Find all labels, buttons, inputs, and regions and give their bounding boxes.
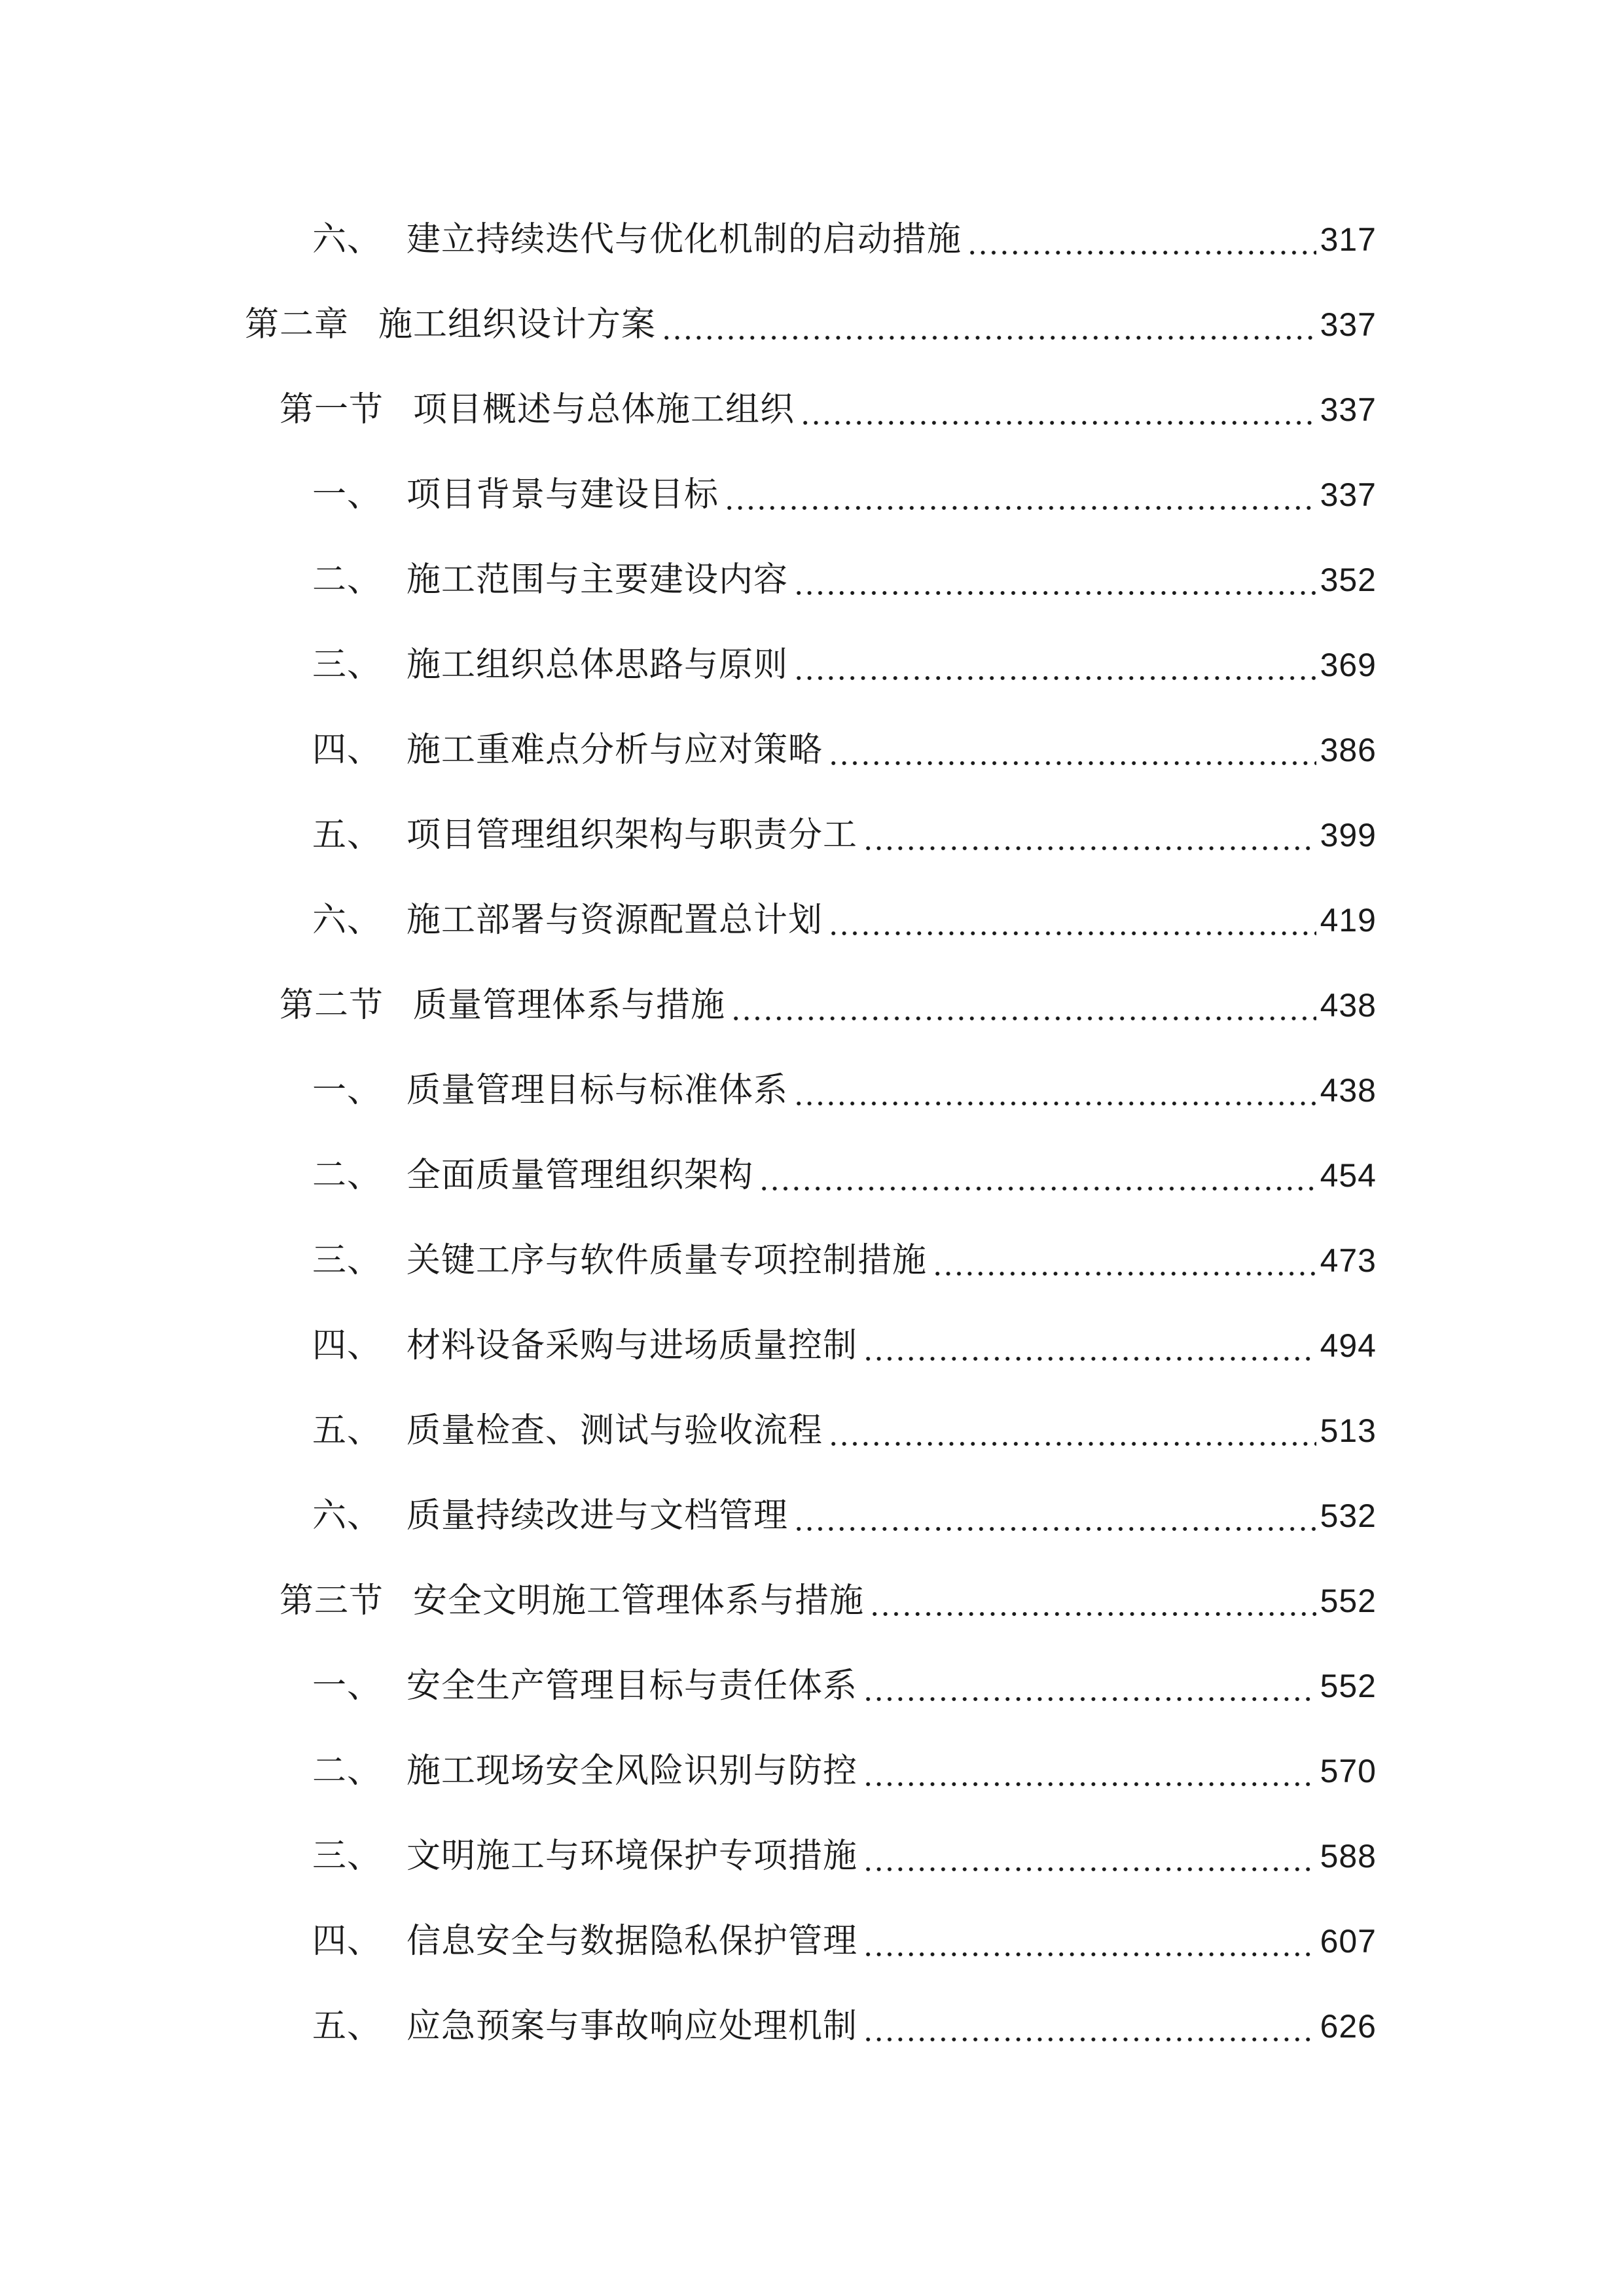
dot-leader	[800, 384, 1316, 436]
toc-entry[interactable]	[312, 213, 1377, 266]
dot-leader	[793, 1490, 1316, 1542]
dot-leader	[731, 979, 1316, 1031]
toc-entry-page: 337	[1320, 476, 1377, 513]
toc-entry-page: 399	[1320, 817, 1377, 853]
dot-leader	[863, 1915, 1316, 1967]
toc-section-entry[interactable]	[280, 384, 1377, 436]
dot-leader	[828, 724, 1316, 776]
toc-entry-page: 607	[1320, 1923, 1377, 1960]
dot-leader	[793, 639, 1316, 691]
dot-leader	[967, 213, 1316, 266]
dot-leader	[863, 1660, 1316, 1712]
toc-entry-title: 材料设备采购与进场质量控制	[406, 1326, 858, 1365]
toc-entry-title: 文明施工与环境保护专项措施	[406, 1837, 858, 1876]
toc-entry-number: 五、	[312, 2007, 382, 2046]
toc-entry[interactable]	[312, 1149, 1377, 1202]
toc-entry[interactable]	[312, 809, 1377, 861]
toc-entry-number: 四、	[312, 730, 382, 770]
toc-entry-title: 质量管理目标与标准体系	[406, 1071, 789, 1110]
toc-entry-title: 质量持续改进与文档管理	[406, 1496, 789, 1535]
dot-leader	[932, 1234, 1316, 1287]
dot-leader	[863, 1830, 1316, 1882]
toc-entry-number: 二、	[312, 560, 382, 600]
toc-entry[interactable]	[312, 1234, 1377, 1287]
toc-entry-number: 五、	[312, 1411, 382, 1450]
toc-entry-page: 337	[1320, 306, 1377, 343]
toc-entry-page: 494	[1320, 1327, 1377, 1364]
toc-entry-page: 473	[1320, 1242, 1377, 1279]
toc-entry-number: 一、	[312, 1666, 382, 1706]
dot-leader	[863, 1319, 1316, 1372]
toc-entry-page: 438	[1320, 987, 1377, 1024]
toc-entry-number: 六、	[312, 901, 382, 940]
dot-leader	[863, 2000, 1316, 2053]
toc-chapter-entry[interactable]	[245, 298, 1377, 351]
toc-entry-number: 二、	[312, 1156, 382, 1195]
dot-leader	[828, 894, 1316, 946]
toc-entry-page: 626	[1320, 2008, 1377, 2045]
toc-entry-page: 552	[1320, 1583, 1377, 1619]
dot-leader	[793, 1064, 1316, 1117]
toc-entry-page: 369	[1320, 647, 1377, 683]
dot-leader	[828, 1405, 1316, 1457]
toc-entry-number: 四、	[312, 1326, 382, 1365]
toc-entry-page: 588	[1320, 1838, 1377, 1874]
toc-entry-title: 应急预案与事故响应处理机制	[406, 2007, 858, 2046]
toc-entry-page: 532	[1320, 1498, 1377, 1534]
toc-entry-number: 二、	[312, 1751, 382, 1791]
toc-entry[interactable]	[312, 1660, 1377, 1712]
toc-entry-title: 项目概述与总体施工组织	[413, 390, 795, 429]
toc-entry[interactable]	[312, 724, 1377, 776]
toc-entry-title: 安全生产管理目标与责任体系	[406, 1666, 858, 1706]
toc-entry-page: 352	[1320, 562, 1377, 598]
toc-entry-page: 438	[1320, 1072, 1377, 1109]
toc-entry[interactable]	[312, 1490, 1377, 1542]
toc-entry[interactable]	[312, 1405, 1377, 1457]
toc-entry-number: 三、	[312, 1837, 382, 1876]
toc-entry-number: 四、	[312, 1922, 382, 1961]
toc-entry[interactable]	[312, 469, 1377, 521]
toc-entry-title: 信息安全与数据隐私保护管理	[406, 1922, 858, 1961]
toc-entry-title: 施工组织总体思路与原则	[406, 645, 789, 685]
toc-entry-page: 552	[1320, 1668, 1377, 1704]
toc-entry-page: 419	[1320, 902, 1377, 939]
toc-entry-number: 三、	[312, 645, 382, 685]
toc-entry-number: 六、	[312, 220, 382, 259]
dot-leader	[863, 809, 1316, 861]
toc-entry-title: 安全文明施工管理体系与措施	[413, 1581, 865, 1621]
toc-entry-page: 570	[1320, 1753, 1377, 1789]
toc-section-entry[interactable]	[280, 979, 1377, 1031]
toc-entry-title: 建立持续迭代与优化机制的启动措施	[406, 220, 962, 259]
toc-entry[interactable]	[312, 639, 1377, 691]
toc-entry[interactable]	[312, 554, 1377, 606]
toc-entry-number: 六、	[312, 1496, 382, 1535]
toc-entry-title: 施工重难点分析与应对策略	[406, 730, 823, 770]
toc-entry-number: 三、	[312, 1241, 382, 1280]
toc-entry[interactable]	[312, 1064, 1377, 1117]
toc-entry[interactable]	[312, 2000, 1377, 2053]
dot-leader	[863, 1745, 1316, 1797]
toc-entry-title: 关键工序与软件质量专项控制措施	[406, 1241, 928, 1280]
toc-entry-page: 317	[1320, 221, 1377, 258]
toc-entry[interactable]	[312, 1745, 1377, 1797]
toc-entry-title: 质量管理体系与措施	[413, 986, 726, 1025]
toc-entry-number: 一、	[312, 475, 382, 514]
toc-entry-title: 项目背景与建设目标	[406, 475, 719, 514]
toc-entry-title: 施工范围与主要建设内容	[406, 560, 789, 600]
toc-section-entry[interactable]	[280, 1575, 1377, 1627]
toc-entry-page: 337	[1320, 391, 1377, 428]
dot-leader	[869, 1575, 1316, 1627]
toc-entry-page: 454	[1320, 1157, 1377, 1194]
toc-entry-number: 第二章	[245, 305, 350, 344]
toc-entry-number: 第二节	[280, 986, 384, 1025]
toc-entry[interactable]	[312, 1830, 1377, 1882]
toc-entry-page: 513	[1320, 1412, 1377, 1449]
toc-entry-number: 第一节	[280, 390, 384, 429]
toc-entry-title: 项目管理组织架构与职责分工	[406, 816, 858, 855]
toc-entry-title: 施工现场安全风险识别与防控	[406, 1751, 858, 1791]
toc-entry-number: 第三节	[280, 1581, 384, 1621]
toc-entry-title: 质量检查、测试与验收流程	[406, 1411, 823, 1450]
toc-entry-title: 施工组织设计方案	[378, 305, 657, 344]
dot-leader	[793, 554, 1316, 606]
toc-entry-page: 386	[1320, 732, 1377, 768]
dot-leader	[661, 298, 1316, 351]
toc-entry-title: 施工部署与资源配置总计划	[406, 901, 823, 940]
dot-leader	[724, 469, 1316, 521]
toc-entry[interactable]	[312, 894, 1377, 946]
toc-entry[interactable]	[312, 1915, 1377, 1967]
toc-entry-title: 全面质量管理组织架构	[406, 1156, 754, 1195]
dot-leader	[759, 1149, 1316, 1202]
toc-entry-number: 一、	[312, 1071, 382, 1110]
toc-entry[interactable]	[312, 1319, 1377, 1372]
toc-entry-number: 五、	[312, 816, 382, 855]
